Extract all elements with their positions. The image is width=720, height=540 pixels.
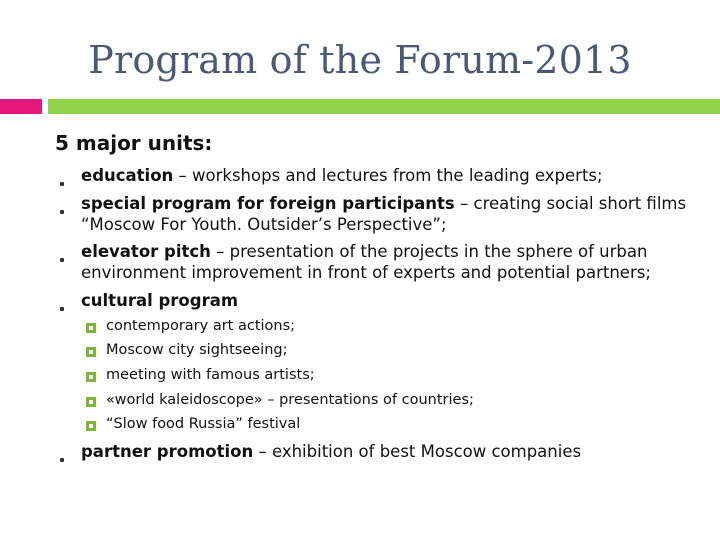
bullet-dot xyxy=(60,210,64,214)
unit-education xyxy=(81,166,603,185)
unit-partner-promotion xyxy=(81,442,581,461)
sub-bullet-square xyxy=(86,372,96,382)
unit-term: cultural program xyxy=(81,291,239,310)
sub-bullet-square xyxy=(86,397,96,407)
unit-desc: – exhibition of best Moscow companies xyxy=(253,442,582,461)
unit-term: elevator pitch xyxy=(81,242,211,261)
bullet-dot xyxy=(60,307,64,311)
unit-term: partner promotion xyxy=(81,442,254,461)
unit-desc-continued: “Moscow For Youth. Outsider’s Perspective”; xyxy=(81,215,447,234)
bullet-dot xyxy=(60,458,64,462)
unit-desc: – presentation of the projects in the sphere of urban xyxy=(210,242,648,261)
unit-cultural-program xyxy=(81,291,238,310)
unit-special-program xyxy=(81,194,686,213)
unit-desc-continued: environment improvement in front of experts and potential partners; xyxy=(81,263,651,282)
accent-bar-green xyxy=(48,99,720,114)
unit-elevator-pitch xyxy=(81,242,647,261)
unit-desc: – workshops and lectures from the leading experts; xyxy=(173,166,603,185)
unit-desc: – creating social short films xyxy=(454,194,687,213)
cultural-item: «world kaleidoscope» – presentations of countries; xyxy=(106,392,474,408)
unit-term: special program for foreign participants xyxy=(81,194,455,213)
bullet-dot xyxy=(60,258,64,262)
accent-bar-pink xyxy=(0,99,42,114)
sub-bullet-square xyxy=(86,347,96,357)
slide-title: Program of the Forum-2013 xyxy=(88,38,632,82)
sub-bullet-square xyxy=(86,421,96,431)
unit-term: education xyxy=(81,166,174,185)
cultural-item: “Slow food Russia” festival xyxy=(106,416,301,432)
section-heading: 5 major units: xyxy=(55,131,213,155)
bullet-dot xyxy=(60,182,64,186)
cultural-item: meeting with famous artists; xyxy=(106,367,315,383)
cultural-item: Moscow city sightseeing; xyxy=(106,342,288,358)
cultural-item: contemporary art actions; xyxy=(106,318,296,334)
sub-bullet-square xyxy=(86,323,96,333)
